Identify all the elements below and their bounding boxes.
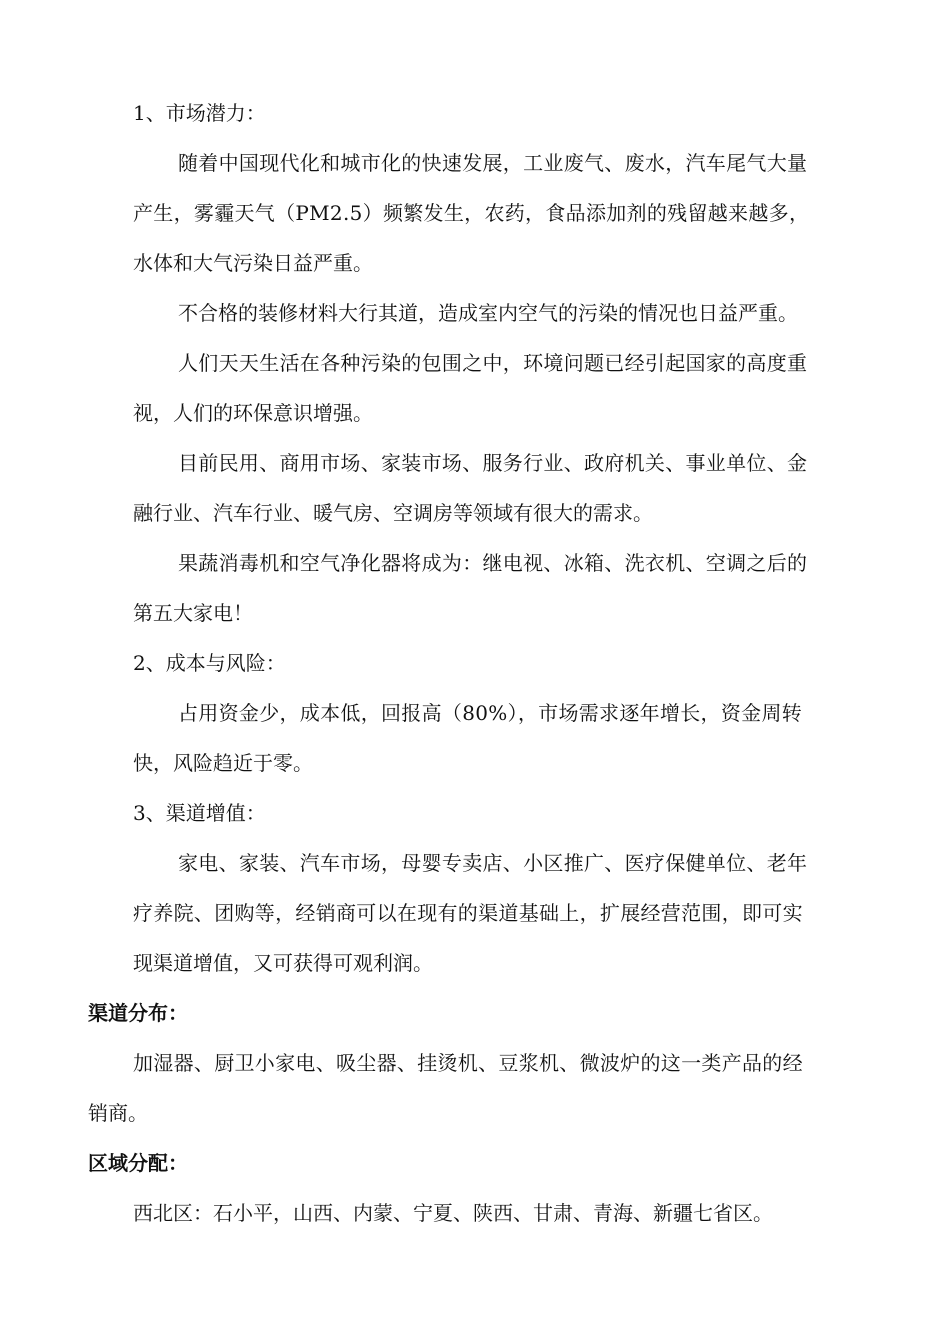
paragraph-line: 快，风险趋近于零。 [133, 751, 313, 775]
channel-heading: 渠道分布： [88, 1001, 188, 1025]
section-3-heading: 3、渠道增值： [133, 801, 266, 825]
paragraph-line: 加湿器、厨卫小家电、吸尘器、挂烫机、豆浆机、微波炉的这一类产品的经 [133, 1051, 803, 1075]
paragraph-line: 人们天天生活在各种污染的包围之中，环境问题已经引起国家的高度重 [178, 351, 808, 375]
section-2-heading: 2、成本与风险： [133, 651, 286, 675]
paragraph-line: 现渠道增值，又可获得可观利润。 [133, 951, 433, 975]
paragraph-line: 占用资金少，成本低，回报高（80%），市场需求逐年增长，资金周转 [178, 701, 803, 725]
paragraph-line: 西北区：石小平，山西、内蒙、宁夏、陕西、甘肃、青海、新疆七省区。 [133, 1201, 773, 1225]
paragraph-line: 产生，雾霾天气（PM2.5）频繁发生，农药，食品添加剂的残留越来越多， [133, 201, 810, 225]
paragraph-line: 随着中国现代化和城市化的快速发展，工业废气、废水，汽车尾气大量 [178, 151, 808, 175]
paragraph-line: 水体和大气污染日益严重。 [133, 251, 373, 275]
paragraph-line: 销商。 [88, 1101, 148, 1125]
paragraph-line: 第五大家电！ [133, 601, 253, 625]
region-heading: 区域分配： [88, 1151, 188, 1175]
paragraph-line: 果蔬消毒机和空气净化器将成为：继电视、冰箱、洗衣机、空调之后的 [178, 551, 808, 575]
paragraph-line: 目前民用、商用市场、家装市场、服务行业、政府机关、事业单位、金 [178, 451, 808, 475]
paragraph-line: 不合格的装修材料大行其道，造成室内空气的污染的情况也日益严重。 [178, 301, 798, 325]
paragraph-line: 视，人们的环保意识增强。 [133, 401, 373, 425]
section-1-heading: 1、市场潜力： [133, 101, 266, 125]
paragraph-line: 疗养院、团购等，经销商可以在现有的渠道基础上，扩展经营范围，即可实 [133, 901, 803, 925]
paragraph-line: 融行业、汽车行业、暖气房、空调房等领域有很大的需求。 [133, 501, 653, 525]
paragraph-line: 家电、家装、汽车市场，母婴专卖店、小区推广、医疗保健单位、老年 [178, 851, 808, 875]
